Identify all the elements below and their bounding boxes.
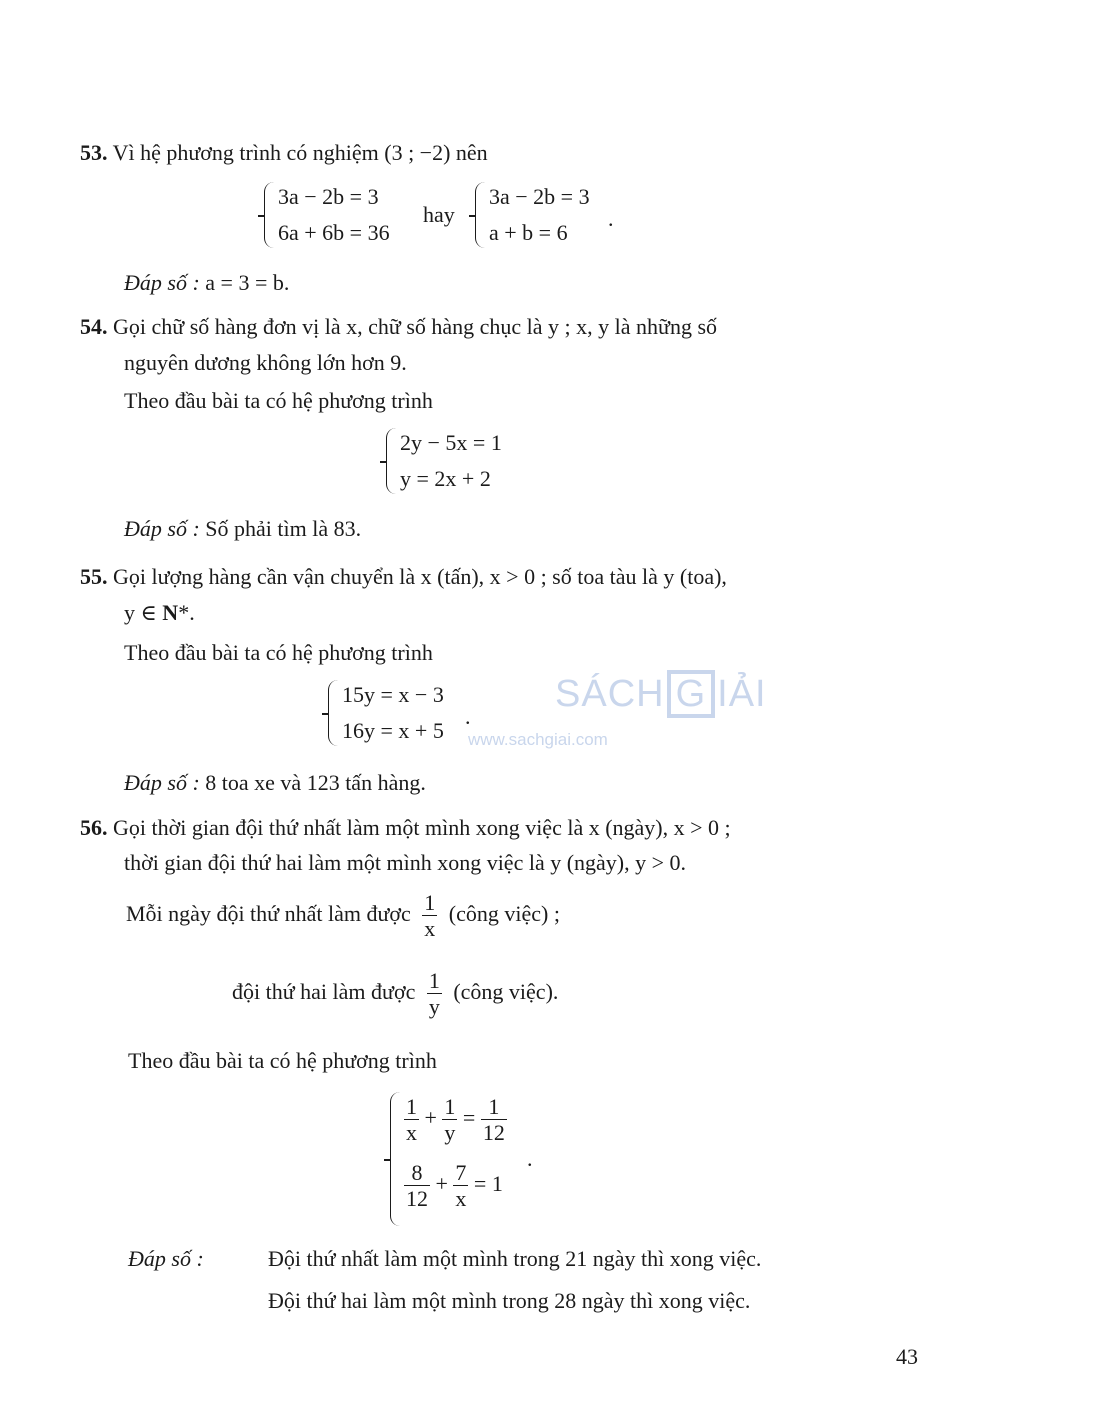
fraction-numerator: 8	[404, 1160, 430, 1186]
equation-row: 3a − 2b = 3	[489, 184, 590, 209]
operator: =	[462, 1104, 476, 1130]
line-part: Mỗi ngày đội thứ nhất làm được	[126, 900, 411, 926]
equation-row: a + b = 6	[489, 220, 568, 245]
line-part: *.	[178, 600, 195, 625]
equation-row: 3a − 2b = 3	[278, 184, 379, 209]
equation-system-53b	[475, 182, 625, 248]
fraction-denominator: x	[455, 1186, 467, 1212]
answer-text: 8 toa xe và 123 tấn hàng.	[205, 770, 426, 795]
brace	[390, 1092, 401, 1226]
period: .	[527, 1146, 533, 1171]
answer-54	[124, 516, 361, 542]
fraction-numerator: 1	[424, 890, 436, 915]
watermark-brand-left: SÁCH	[555, 673, 665, 715]
line-part: (công việc) ;	[448, 900, 560, 926]
problem-text: Gọi lượng hàng cần vận chuyển là x (tấn), x > 0 ; số toa tàu là y (toa),	[113, 564, 727, 589]
watermark-logo-box: G	[667, 670, 716, 718]
fraction	[427, 968, 442, 1020]
problem-text: Gọi chữ số hàng đơn vị là x, chữ số hàng chục là y ; x, y là những số	[113, 314, 718, 339]
watermark-brand-right: IẢI	[717, 673, 767, 715]
answer-55	[124, 770, 426, 796]
problem-55-lead: Theo đầu bài ta có hệ phương trình	[124, 640, 433, 665]
problem-56-day2	[232, 968, 558, 1020]
equation-row: 15y = x − 3	[342, 682, 444, 707]
answer-text: Số phải tìm là 83.	[205, 516, 362, 541]
line-part: đội thứ hai làm được	[232, 978, 416, 1004]
fraction	[404, 1094, 419, 1146]
page-number: 43	[896, 1344, 918, 1369]
brace	[264, 182, 275, 248]
problem-53-line	[80, 140, 488, 166]
problem-55-line2	[124, 600, 195, 626]
problem-number: 54.	[80, 314, 108, 339]
fraction-denominator: y	[444, 1120, 456, 1146]
fraction-numerator: 1	[406, 1094, 417, 1119]
problem-54-line2: nguyên dương không lớn hơn 9.	[124, 350, 407, 375]
problem-56-line2: thời gian đội thứ hai làm một mình xong việc là y (ngày), y > 0.	[124, 850, 687, 875]
answer-label: Đáp số :	[124, 270, 200, 295]
answer-label: Đáp số :	[124, 516, 200, 541]
problem-number: 55.	[80, 564, 108, 589]
answer-text: a = 3 = b.	[205, 270, 290, 295]
equation-row: y = 2x + 2	[400, 466, 491, 491]
answer-label: Đáp số :	[128, 1246, 204, 1271]
fraction-numerator: 1	[428, 968, 440, 993]
fraction-numerator: 7	[455, 1160, 467, 1185]
answer-label: Đáp số :	[124, 770, 200, 795]
brace	[386, 428, 397, 494]
fraction	[422, 890, 437, 942]
fraction	[453, 1160, 468, 1212]
answer-53	[124, 270, 289, 296]
line-part: y ∈	[124, 600, 163, 625]
equation-row: 16y = x + 5	[342, 718, 444, 743]
brace	[328, 680, 339, 746]
equation-system-53a	[264, 182, 424, 248]
brace	[475, 182, 486, 248]
problem-55-line1	[80, 564, 727, 590]
problem-54-line1	[80, 314, 717, 340]
problem-number: 53.	[80, 140, 108, 165]
fraction-denominator: 12	[406, 1186, 428, 1212]
fraction-denominator: y	[428, 994, 440, 1020]
equation-system-55	[328, 680, 478, 746]
fraction	[481, 1094, 507, 1146]
fraction	[404, 1160, 430, 1212]
period: .	[465, 704, 471, 729]
fraction-numerator: 1	[444, 1094, 456, 1119]
problem-56-lead: Theo đầu bài ta có hệ phương trình	[128, 1048, 437, 1073]
watermark-brand	[555, 670, 767, 718]
equation-row-2	[404, 1160, 503, 1212]
problem-56-line1	[80, 815, 731, 841]
answer-text-2: Đội thứ hai làm một mình trong 28 ngày thì xong việc.	[268, 1288, 751, 1313]
problem-56-day1	[126, 890, 560, 942]
equation-row: 6a + 6b = 36	[278, 220, 390, 245]
fraction-denominator: x	[406, 1120, 417, 1146]
equation-row: 2y − 5x = 1	[400, 430, 502, 455]
period: .	[608, 206, 614, 231]
fraction-denominator: 12	[482, 1120, 505, 1146]
fraction	[442, 1094, 457, 1146]
watermark-url: www.sachgiai.com	[468, 730, 608, 749]
line-part: (công việc).	[453, 978, 559, 1004]
problem-text: Gọi thời gian đội thứ nhất làm một mình xong việc là x (ngày), x > 0 ;	[113, 815, 731, 840]
operator: +	[424, 1104, 437, 1130]
problem-text: Vì hệ phương trình có nghiệm (3 ; −2) nên	[112, 140, 488, 165]
problem-54-lead: Theo đầu bài ta có hệ phương trình	[124, 388, 433, 413]
fraction-numerator: 1	[481, 1094, 507, 1120]
equation-system-54	[386, 428, 536, 494]
problem-number: 56.	[80, 815, 108, 840]
connector-word: hay	[423, 202, 455, 227]
equation-rhs: = 1	[473, 1170, 503, 1196]
natural-numbers-symbol: N	[162, 600, 179, 625]
answer-text-1: Đội thứ nhất làm một mình trong 21 ngày thì xong việc.	[268, 1246, 762, 1271]
operator: +	[435, 1170, 448, 1196]
equation-system-56	[390, 1092, 540, 1226]
fraction-denominator: x	[424, 916, 436, 942]
equation-row-1	[404, 1094, 507, 1146]
